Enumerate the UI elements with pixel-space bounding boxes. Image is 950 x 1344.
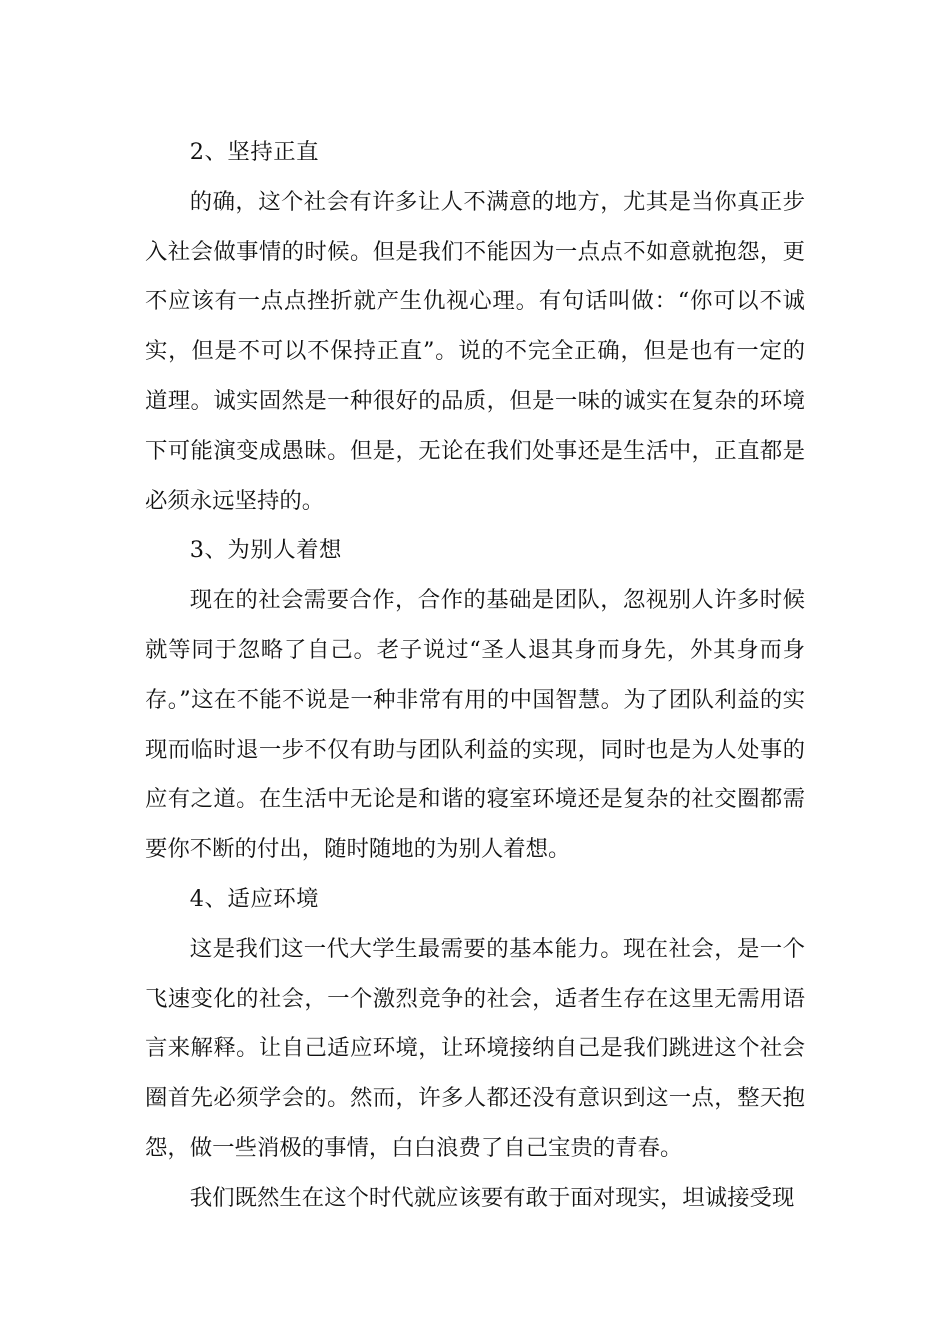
paragraph-uprightness: 的确，这个社会有许多让人不满意的地方，尤其是当你真正步入社会做事情的时候。但是我们不能因为一点点不如意就抱怨，更不应该有一点点挫折就产生仇视心理。有句话叫做：“你可以不诚实，但是不可以不保持正直”。说的不完全正确，但是也有一定的道理。诚实固然是一种很好的品质，但是一味的诚实在复杂的环境下可能演变成愚昧。但是，无论在我们处事还是生活中，正直都是必须永远坚持的。	[145, 188, 805, 514]
section-heading-uprightness: 2、坚持正直	[189, 139, 319, 165]
document-body	[145, 128, 805, 1224]
section-heading-consider-others: 3、为别人着想	[189, 537, 342, 564]
section-heading-adapt-environment: 4、适应环境	[189, 885, 319, 912]
paragraph-face-reality: 我们既然生在这个时代就应该要有敢于面对现实，坦诚接受现	[189, 1184, 795, 1211]
paragraph-consider-others: 现在的社会需要合作，合作的基础是团队，忽视别人许多时候就等同于忽略了自己。老子说过“圣人退其身而身先，外其身而身存。”这在不能不说是一种非常有用的中国智慧。为了团队利益的实现而临时退一步不仅有助与团队利益的实现，同时也是为人处事的应有之道。在生活中无论是和谐的寝室环境还是复杂的社交圈都需要你不断的付出，随时随地的为别人着想。	[145, 587, 805, 863]
paragraph-adapt-environment: 这是我们这一代大学生最需要的基本能力。现在社会，是一个飞速变化的社会，一个激烈竞争的社会，适者生存在这里无需用语言来解释。让自己适应环境，让环境接纳自己是我们跳进这个社会圈首先必须学会的。然而，许多人都还没有意识到这一点，整天抱怨，做一些消极的事情，白白浪费了自己宝贵的青春。	[145, 935, 805, 1161]
